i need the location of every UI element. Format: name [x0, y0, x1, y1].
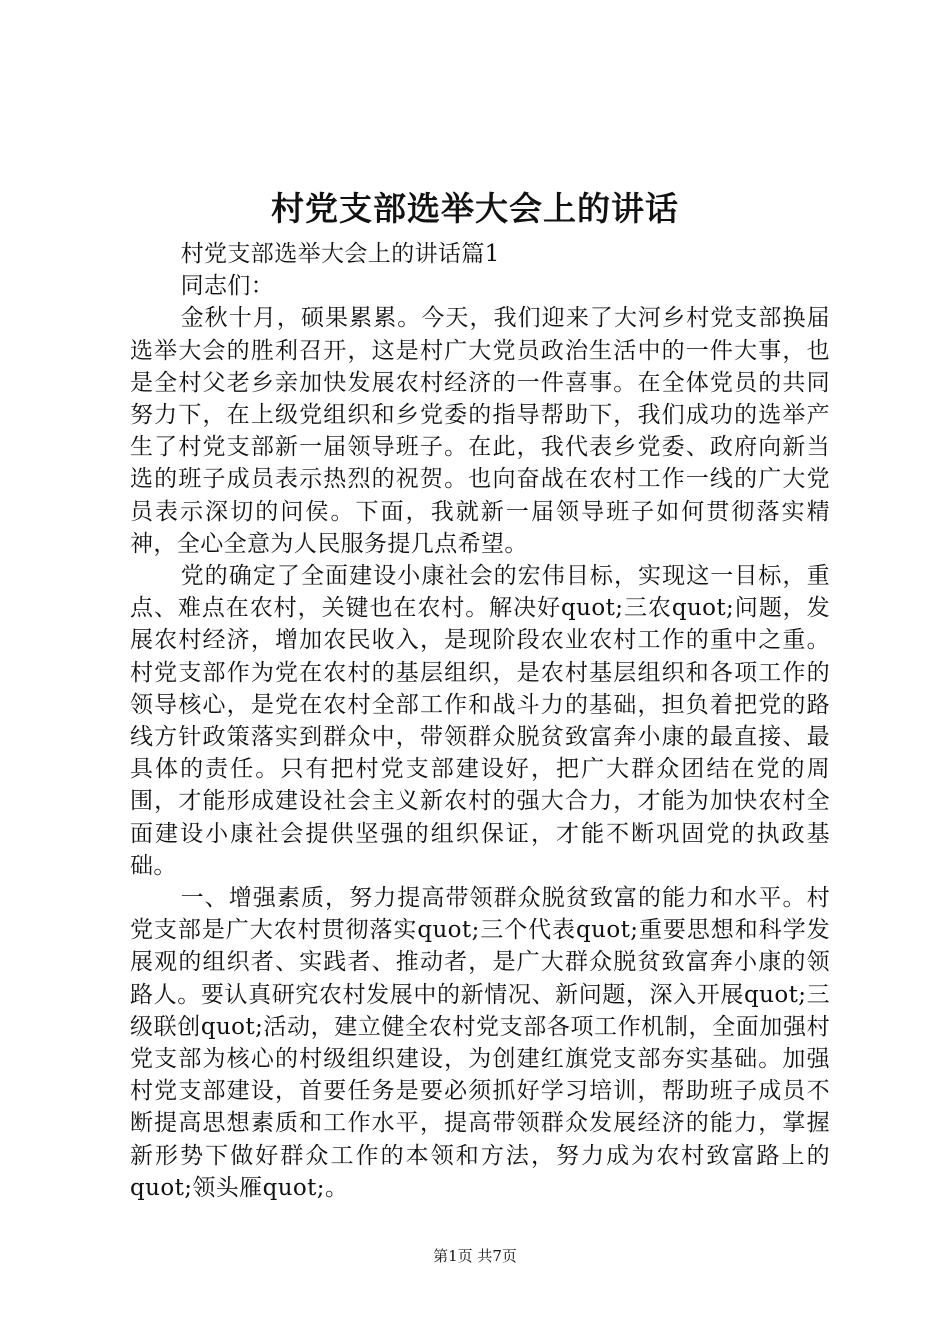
paragraph-subtitle: 村党支部选举大会上的讲话篇1: [180, 241, 500, 267]
page-footer: 第1页 共7页: [433, 1247, 517, 1265]
document-body: [130, 238, 830, 1204]
document-title: 村党支部选举大会上的讲话: [271, 189, 679, 228]
paragraph-2: 党的确定了全面建设小康社会的宏伟目标，实现这一目标，重点、难点在农村，关键也在农村。解决好quot;三农quot;问题，发展农村经济，增加农民收入，是现阶段农业农村工作的重中之重。村党支部作为党在农村的基层组织，是农村基层组织和各项工作的领导核心，是党在农村全部工作和战斗力的基础，担负着把党的路线方针政策落实到群众中，带领群众脱贫致富奔小康的最直接、最具体的责任。只有把村党支部建设好，把广大群众团结在党的周围，才能形成建设社会主义新农村的强大合力，才能为加快农村全面建设小康社会提供坚强的组织保证，才能不断巩固党的执政基础。: [130, 563, 830, 879]
paragraph-salutation: 同志们：: [180, 273, 275, 300]
paragraph-1: 金秋十月，硕果累累。今天，我们迎来了大河乡村党支部换届选举大会的胜利召开，这是村广大党员政治生活中的一件大事，也是全村父老乡亲加快发展农村经济的一件喜事。在全体党员的共同努力下，在上级党组织和乡党委的指导帮助下，我们成功的选举产生了村党支部新一届领导班子。在此，我代表乡党委、政府向新当选的班子成员表示热烈的祝贺。也向奋战在农村工作一线的广大党员表示深切的问侯。下面，我就新一届领导班子如何贯彻落实精神，全心全意为人民服务提几点希望。: [130, 305, 830, 557]
paragraph-3: 一、增强素质，努力提高带领群众脱贫致富的能力和水平。村党支部是广大农村贯彻落实quot;三个代表quot;重要思想和科学发展观的组织者、实践者、推动者，是广大群众脱贫致富奔小康的领路人。要认真研究农村发展中的新情况、新问题，深入开展quot;三级联创quot;活动，建立健全农村党支部各项工作机制，全面加强村党支部为核心的村级组织建设，为创建红旗党支部夯实基础。加强村党支部建设，首要任务是要必须抓好学习培训，帮助班子成员不断提高思想素质和工作水平，提高带领群众发展经济的能力，掌握新形势下做好群众工作的本领和方法，努力成为农村致富路上的quot;领头雁quot;。: [130, 885, 830, 1201]
